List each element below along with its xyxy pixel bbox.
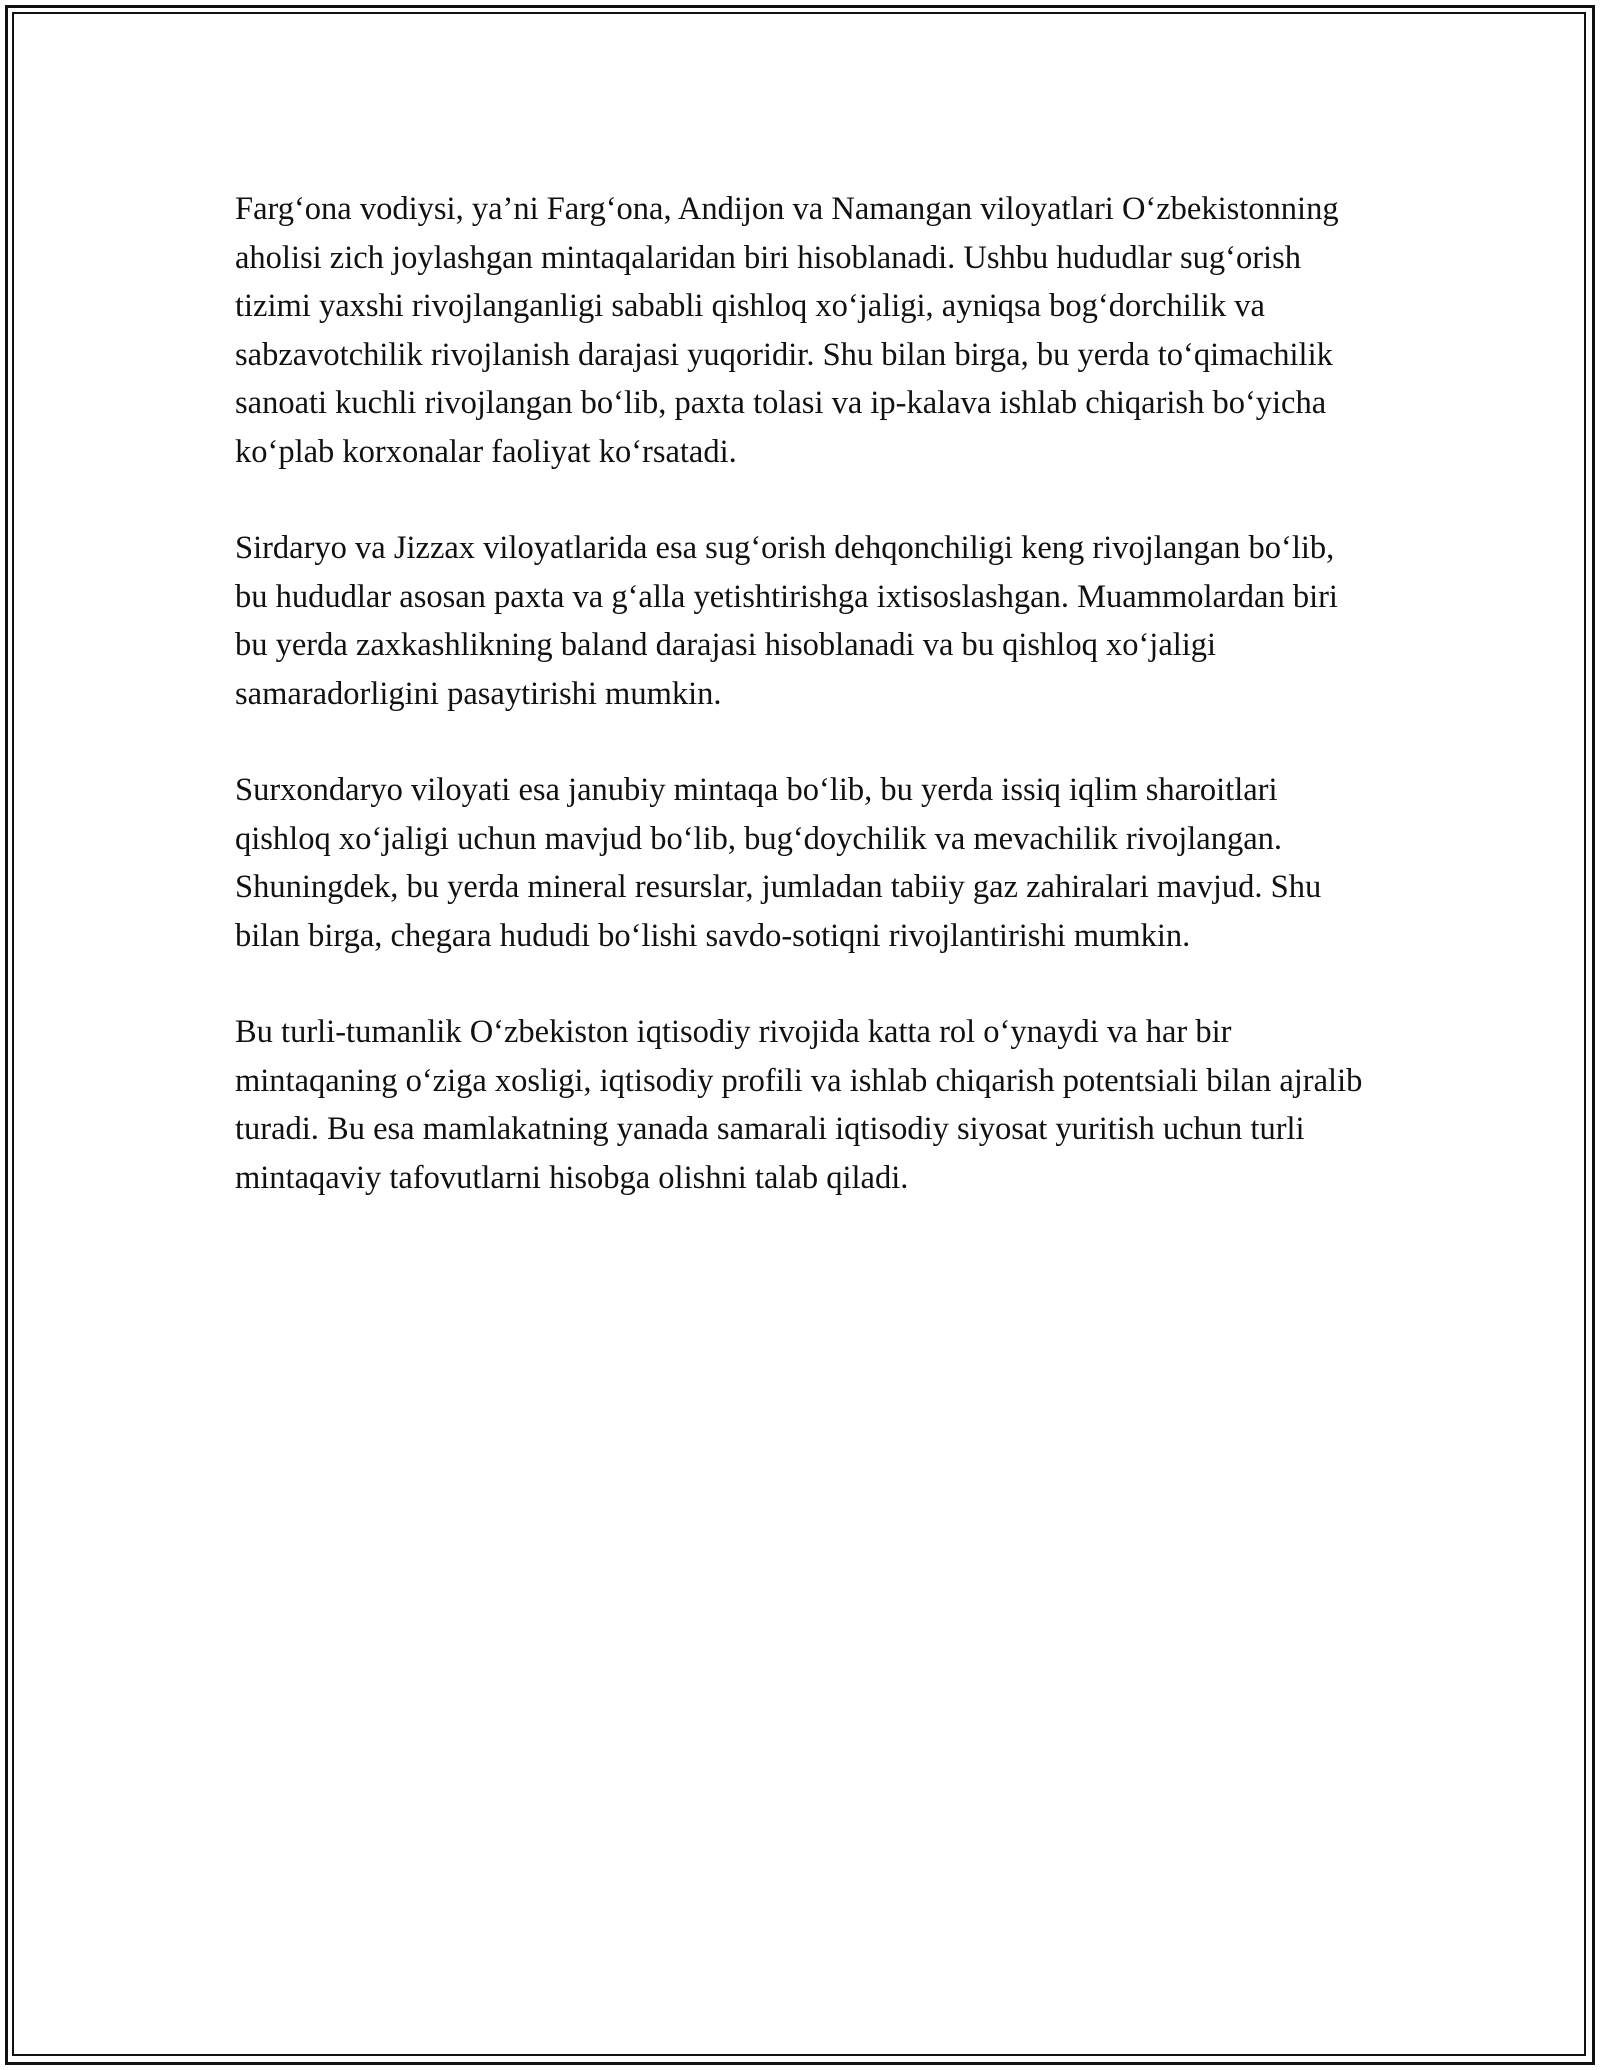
paragraph-surkhandarya: Surxondaryo viloyati esa janubiy mintaqa bo‘lib, bu yerda issiq iqlim sharoitlari qishloq xo‘jaligi uchun mavjud bo‘lib, bug‘doychilik va mevachilik rivojlangan. Shuningdek, bu yerda mineral resurslar, jumladan tabiiy gaz zahiralari mavjud. Shu bilan birga, chegara hududi bo‘lishi savdo-sotiqni rivojlantirishi mumkin. bbox=[235, 772, 1322, 954]
document-body bbox=[235, 185, 1370, 1250]
paragraph-sirdaryo-jizzakh: Sirdaryo va Jizzax viloyatlarida esa sug‘orish dehqonchiligi keng rivojlangan bo‘lib, bu hududlar asosan paxta va g‘alla yetishtirishga ixtisoslashgan. Muammolardan biri bu yerda zaxkashlikning baland darajasi hisoblanadi va bu qishloq xo‘jaligi samaradorligini pasaytirishi mumkin. bbox=[235, 530, 1338, 712]
paragraph-conclusion: Bu turli-tumanlik O‘zbekiston iqtisodiy rivojida katta rol o‘ynaydi va har bir mintaqaning o‘ziga xosligi, iqtisodiy profili va ishlab chiqarish potentsiali bilan ajralib turadi. Bu esa mamlakatning yanada samarali iqtisodiy siyosat yuritish uchun turli mintaqaviy tafovutlarni hisobga olishni talab qiladi. bbox=[235, 1014, 1363, 1196]
paragraph-fergana-valley: Farg‘ona vodiysi, ya’ni Farg‘ona, Andijon va Namangan viloyatlari O‘zbekistonning aholisi zich joylashgan mintaqalaridan biri hisoblanadi. Ushbu hududlar sug‘orish tizimi yaxshi rivojlanganligi sababli qishloq xo‘jaligi, ayniqsa bog‘dorchilik va sabzavotchilik rivojlanish darajasi yuqoridir. Shu bilan birga, bu yerda to‘qimachilik sanoati kuchli rivojlangan bo‘lib, paxta tolasi va ip-kalava ishlab chiqarish bo‘yicha ko‘plab korxonalar faoliyat ko‘rsatadi. bbox=[235, 191, 1339, 470]
